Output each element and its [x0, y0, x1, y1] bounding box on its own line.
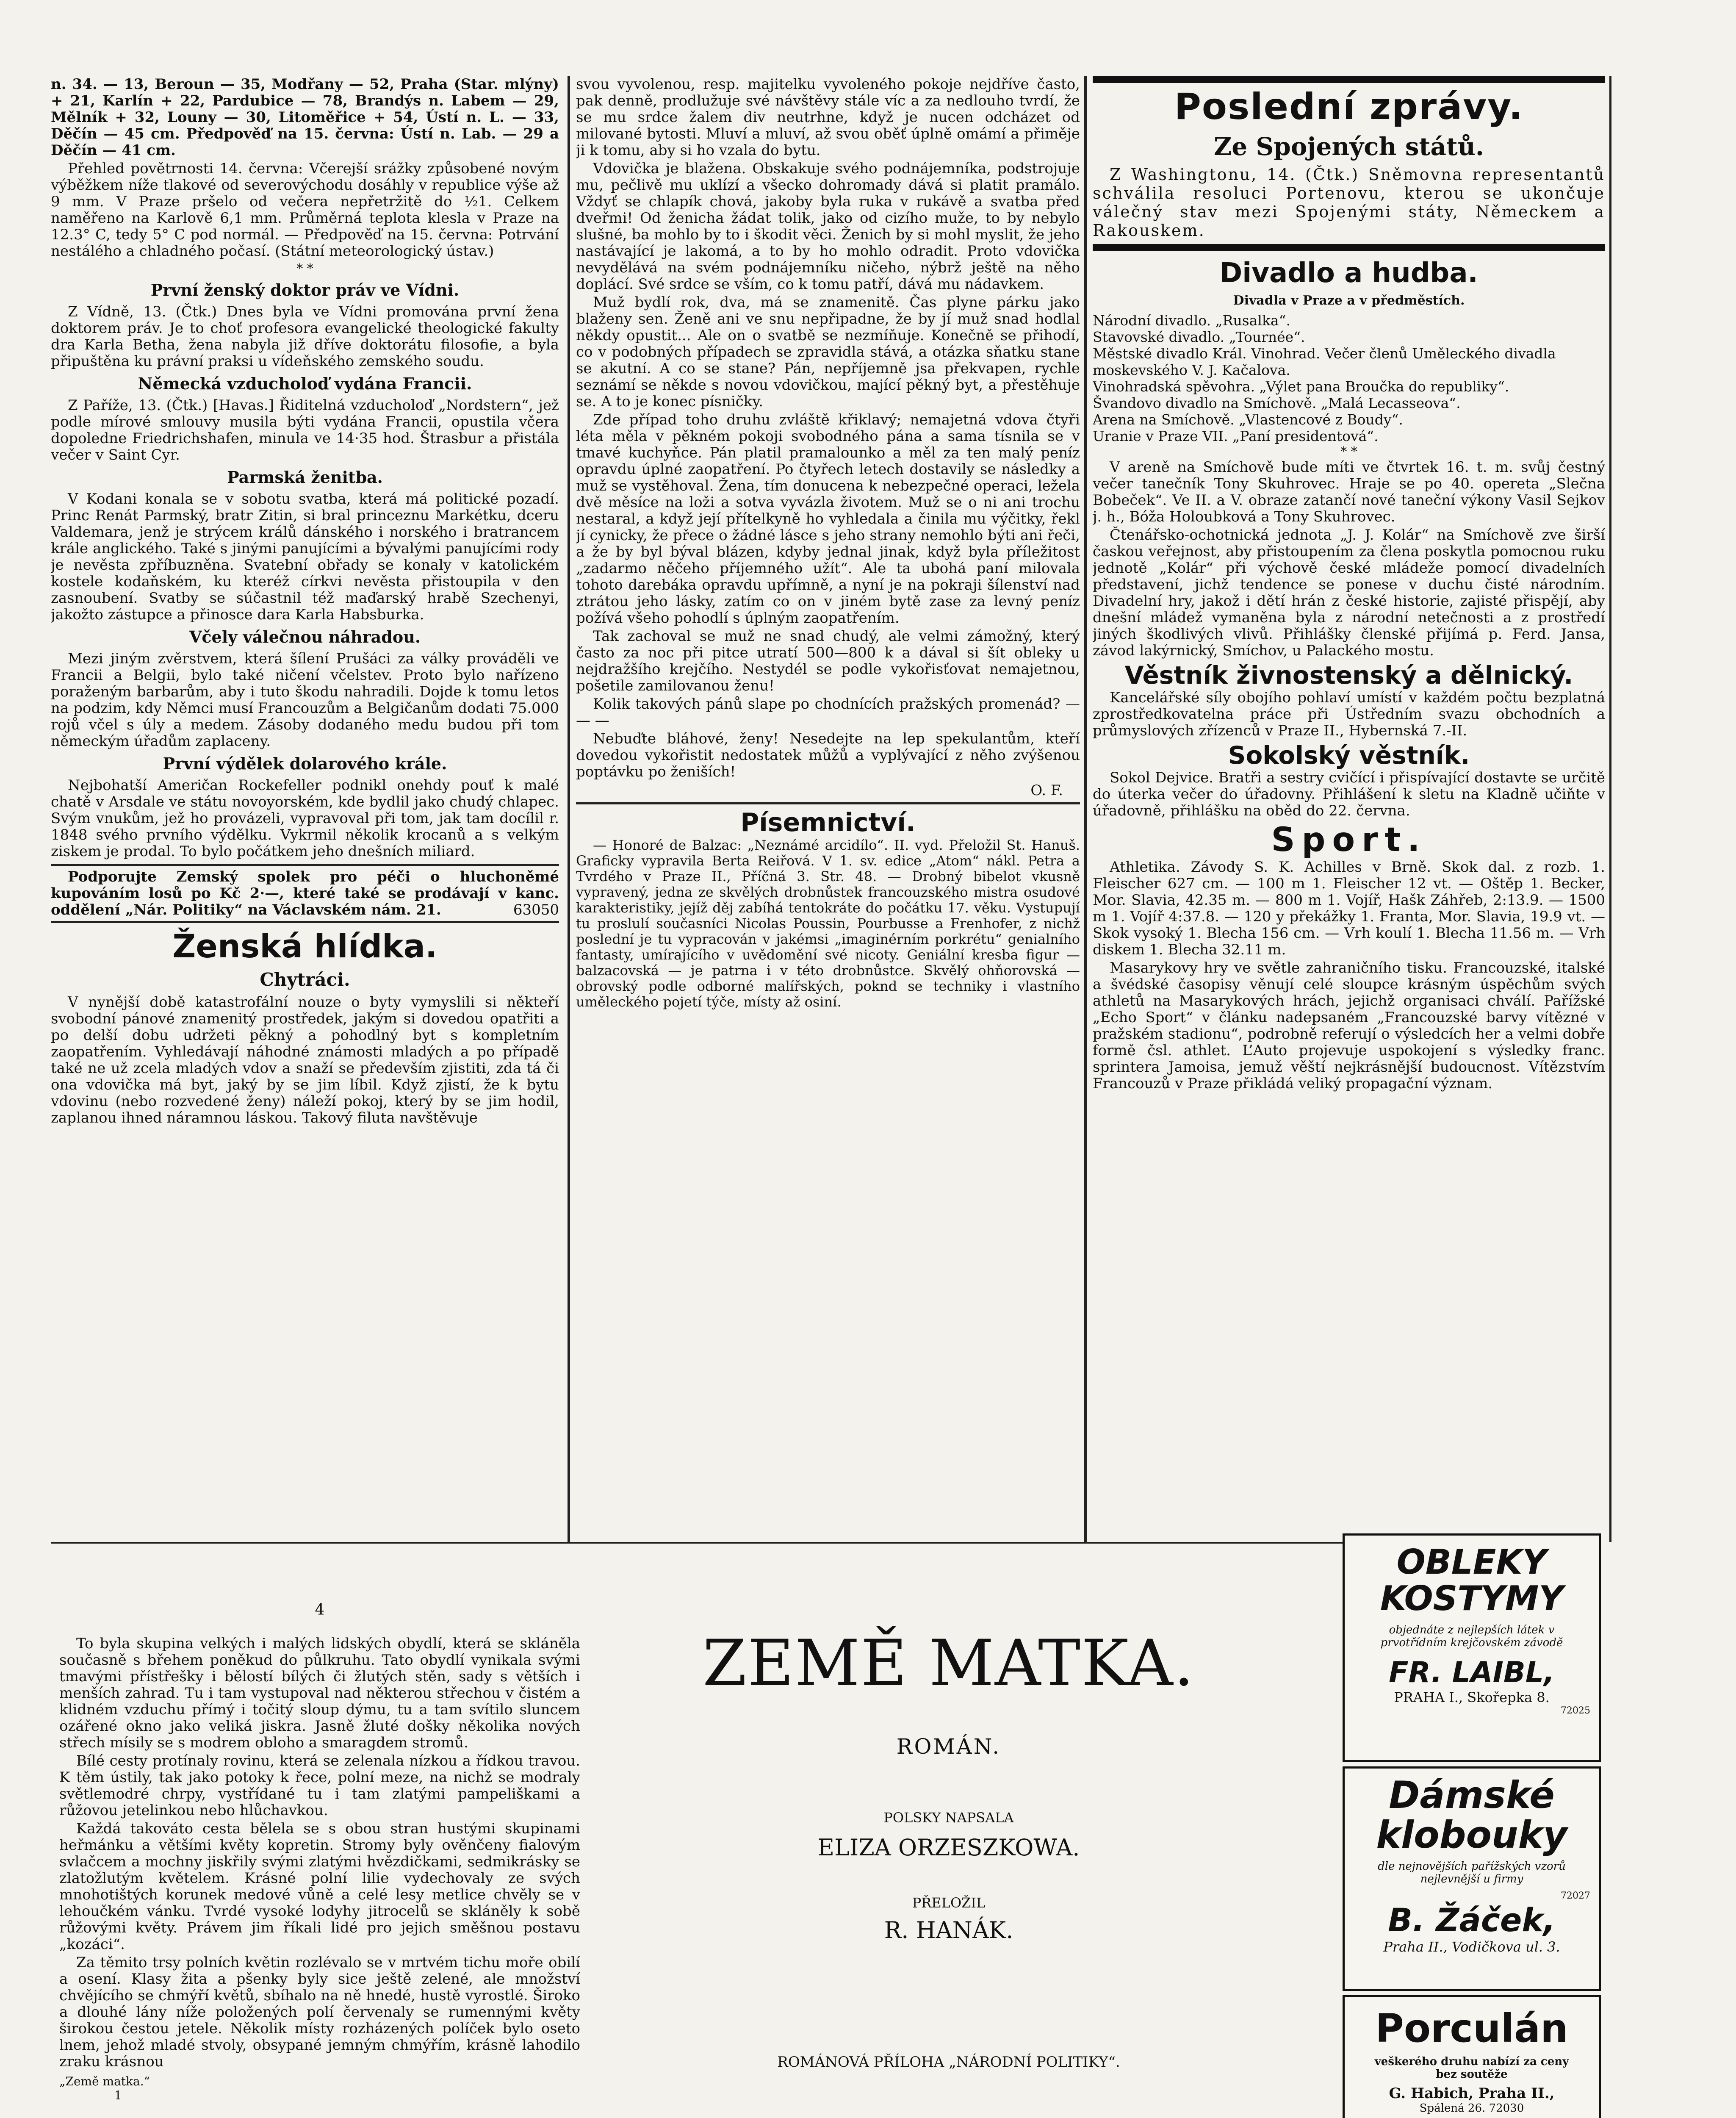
page-right-rule [1609, 76, 1611, 1542]
article-women-doctor-text: Z Vídně, 13. (Čtk.) Dnes byla ve Vídni promována první žena doktorem práv. Je to choť profesora evangelické theologické fakulty dra Karla Betha, žena nabyla již dříve doktorátu filosofie, a byla připuštěna ku právní praksi u vídeňského zemského soudu. [51, 303, 559, 370]
novel-translator: R. HANÁK. [884, 1917, 1013, 1943]
article-parma-text: V Kodani konala se v sobotu svatba, která má politické pozadí. Princ Renát Parmský, bratr Zitin, si bral princeznu Markétku, dceru Valdemara, jenž je strýcem králů dánského i norského i bratrancem krále anglického. Také s jinými panujícími a bývalými panujícími rody je nevěsta zpříbuzněna. Svatební obřady se konaly v katolickém kostele kodaňském, ku kteréž církvi nevěsta přistoupila v den zasnoubení. Svatby se súčastnil též maďarský hrabě Szechenyi, jakožto zástupce a přinosce dara Karla Habsburka. [51, 491, 559, 623]
novel-text-3: Každá takováto cesta bělela se s obou stran hustými skupinami heřmánku a většími květy kopretin. Stromy byly ověnčeny fialovým svlačcem a mochny jiskřily svými zlatými hvězdičkami, sedmikrásky se zlatožlutým květelem. Krásné polní lilie vydechovaly ze svých mnohotištých korunek medové vůně a celé lesy metlice chvěly se v lehoučkém vánku. Tvrdé vysoké lodyhy jitrocelů se skláněly k sobě růžovými květy. Právem jim říkali lidé pro jejich směšnou postavu „kozáci“. [59, 1820, 580, 1953]
article-bees-text: Mezi jiným zvěrstvem, která šílení Prušáci za války prováděli ve Francii a Belgii, bylo také ničení včelstev. Proto bylo nařízeno poraženým barbarům, aby i tuto škodu nahradili. Dojde k tomu letos na podzim, kdy Němci musí Francouzům a Belgičanům dodati 75.000 rojů včel s úly a medem. Zásoby dodaného medu budou při tom německým úřadům zaplaceny. [51, 650, 559, 750]
pisemnictvi-text: — Honoré de Balzac: „Neznámé arcidílo“. II. vyd. Přeložil St. Hanuš. Graficky vypravila Berta Reiřová. V 1. sv. edice „Atom“ nákl. Petra a Tvrdého v Praze II., Příčná 3. Str. 48. — Drobný bibelot vkusně vypravený, jedna ze skvělých drobnůstek francouzského mistra osudové karakteristiky, jejíž děj zabíhá tentokráte do počátku 17. věku. Vystupují tu proslulí současníci Nicolas Poussin, Pourbusse a Frenhofer, z nichž poslední je tu vypracován v jakémsi „imaginérním porkrétu“ genialního fantasty, umírajícího v uvědomění své nicoty. Geniální kresba figur — balzacovská — je patrna i v této drobnůstce. Skvělý ohňorovská — obrovský podle odborné malířských, poknd se techniky i vlastního uměleckého pojetí týče, místy až osiní. [576, 837, 1080, 1010]
vestnik-text: Kancelářské síly obojího pohlaví umístí v každém počtu bezplatná zprostředkovatelna práce při Ústředním svazu obchodních a průmyslových zřízenců v Praze II., Hybernská 7.-II. [1093, 689, 1605, 739]
zenska-continued-3: Muž bydlí rok, dva, má se znamenitě. Čas plyne párku jako blaženy sen. Ženě ani ve snu nepřipadne, že by jí muž snad hodlal někdy opustit... Ale on o svatbě se nezmíňuje. Konečně se přihodí, co v podobných případech se zpravidla stává, a otázka sňatku stane se akutní. A co se stane? Pán, nepříjemně jsa překvapen, rychle seznámí se někde s novou vdovičkou, mající pěkný byt, a přestěhuje se. A to je konec písničky. [576, 294, 1080, 410]
ad-obleky-name: FR. LAIBL, [1389, 1656, 1555, 1689]
support-notice: Podporujte Zemský spolek pro péči o hluchoněmé kupováním losů po Kč 2·—, které také se prodávají v kanc. oddělení „Nár. Politiky“ na Václavském nám. 21. 63050 [51, 868, 559, 918]
ad-klobouky-line1: Dámské [1389, 1773, 1555, 1817]
article-bees-head: Včely válečnou náhradou. [189, 627, 421, 646]
separator-stars: * * [296, 261, 313, 276]
zenska-continued-1: svou vyvolenou, resp. majitelku vyvoleného pokoje nejdříve často, pak denně, prodlužuje své návštěvy stále víc a za nedlouho tvrdí, že se mu srdce žalem div neutrhne, když je nucen odcházet od milované bytosti. Mluví a mluví, až svou oběť úplně omámí a přiměje ji k tomu, aby si ho vzala do bytu. [576, 76, 1080, 159]
middle-column [576, 76, 1080, 1533]
zenska-hlidka-subtitle: Chytráci. [260, 969, 350, 990]
novel-text-4: Za těmito trsy polních květin rozlévalo se v mrtvém tichu moře obilí a osení. Klasy žita a pšenky byly sice ještě zelené, ale množství chvějícího se chmýří květů, sbíhalo na ně hnedé, hustě vyrostlé. Široko a dlouhé lány níže položených polí červenaly se rumennými květy širokou čestou jetele. Několik místy rozházených políček bylo oseto lnem, jehož mladé stvoly, obsypané jemným chmýřím, krásně lahodilo zraku krásnou [59, 1954, 580, 2070]
sport-text-1: Athletika. Závody S. K. Achilles v Brně. Skok dal. z rozb. 1. Fleischer 627 cm. — 100 m 1. Fleischer 12 vt. — Oštěp 1. Becker, Mor. Slavia, 42.35 m. — 800 m 1. Vojíř, Hašk Záhřeb, 2:13.9. — 1500 m 1. Vojíř 4:37.8. — 120 y překážky 1. Franta, Mor. Slavia, 19.9 vt. — Skok vysoký 1. Blecha 156 cm. — Vrh koulí 1. Blecha 11.56 m. — Vrh diskem 1. Blecha 32.11 m. [1093, 859, 1605, 958]
novel-footer-title: „Země matka.“ [59, 2074, 150, 2088]
ad-porculan-line1: Porculán [1375, 2006, 1568, 2051]
theater-list [1093, 312, 1605, 444]
novel-footer-number: 1 [114, 2088, 122, 2102]
article-rockefeller-head: První výdělek dolarového krále. [163, 754, 447, 773]
translator-prefix: PŘELOŽIL [912, 1895, 986, 1911]
weather-overview: Přehled povětrnosti 14. června: Včerejší srážky způsobené novým výběžkem níže tlakové od severovýchodu dosáhly v republice výše až 9 mm. V Praze pršelo od večera nepřetržitě do ½1. Celkem naměřeno na Karlově 6,1 mm. Průměrná teplota klesla v Praze na 12.3° C, tedy 5° C pod normál. — Předpověď na 15. června: Potrvání nestálého a chladného počasí. (Státní meteorologický ústav.) [51, 160, 559, 260]
ad-obleky-line1: OBLEKY [1396, 1542, 1547, 1582]
article-women-doctor-head: První ženský doktor práv ve Vídni. [150, 280, 460, 299]
vestnik-title: Věstník živnostenský a dělnický. [1124, 661, 1573, 690]
theater-line: Arena na Smíchově. „Vlastencové z Boudy“. [1093, 411, 1403, 428]
sokol-title: Sokolský věstník. [1228, 741, 1470, 770]
ad-klobouky-line2: klobouky [1376, 1813, 1567, 1857]
right-column [1093, 76, 1605, 1533]
zenska-continued-7: Nebuďte bláhové, ženy! Nesedejte na lep spekulantům, kteří dovedou vykořistit nedostatek můžů a vyplývající z něho zvýšenou poptávku po ženiších! [576, 730, 1080, 780]
novel-footer [59, 2074, 580, 2102]
ad-obleky-addr: PRAHA I., Skořepka 8. [1394, 1689, 1550, 1705]
supplement-label: ROMÁNOVÁ PŘÍLOHA „NÁRODNÍ POLITIKY“. [777, 2054, 1120, 2071]
theater-line: Městské divadlo Král. Vinohrad. Večer členů Uměleckého divadla moskevského V. J. Kačalova. [1093, 345, 1556, 378]
ad-obleky-code: 72025 [1561, 1705, 1590, 1716]
zenska-continued-2: Vdovička je blažena. Obskakuje svého podnájemníka, podstrojuje mu, pečlivě mu uklízí a všecko dohromady dává si platit pramálo. Vždyť se chlapík chová, jakoby byla ruka v rukávě a svatba před dveřmi! Od ženicha žádat tolik, jako od cizího muže, to by nebylo slušné, ba mohlo by to i škodit věci. Ženich by si mohl myslit, že jeho nastávající je lakomá, a to by ho mohlo odradit. Proto vdovička nevydělává na svém podnájemníku ničeho, nýbrž ještě na něho doplácí. Své srdce se vším, co k tomu patří, dává mu nádavkem. [576, 160, 1080, 293]
ad-klobouky-code: 72027 [1561, 1891, 1590, 1901]
column-rule-1 [568, 76, 570, 1542]
divadlo-title: Divadlo a hudba. [1220, 258, 1478, 289]
zenska-continued-5: Tak zachoval se muž ne snad chudý, ale velmi zámožný, který často za noc při pitce utratí 500—800 k a dával si šít obleky u nejdražšího krejčího. Nestydél se podle vykořisťovat nemajetnou, pošetile zamilovanou ženu! [576, 628, 1080, 694]
zenska-continued-4: Zde případ toho druhu zvláště křiklavý; nemajetná vdova čtyři léta měla v pěkném pokoji svobodného pána a sama tísnila se v tmavé kuchyňce. Pán platil pramalounko a měl za ten malý peníz opravdu úplné zaopatření. Po čtyřech letech dostavily se následky a muž se vystěhoval. Žena, tím donucena k nebezpečné operaci, ležela dvě měsíce na loži a sotva vyvázla životem. Muž se o ni ani trochu nestaral, a když její přítelkyně ho vyhledala a činila mu výčitky, řekl jí cynicky, že přece o žádné lásce s jeho strany nemohlo býti ani řeči, a že by byl býval blázen, kdyby jednal jinak, když byla příležitost „zadarmo něčeho příjemného užít“. Ale ta ubohá paní milovala tohoto darebáka opravdu upřímně, a nyní je na pokraji šílenství nad ztrátou jeho lásky, zatím co on v jiném bytě zase za levný peníz požívá všeho pohodlí s úplným zaopatřením. [576, 411, 1080, 627]
divadlo-subtitle: Divadla v Praze a v předměstích. [1233, 293, 1465, 308]
novel-page-number: 4 [315, 1601, 325, 1619]
novel-text-2: Bílé cesty protínaly rovinu, která se zelenala nízkou a řídkou travou. K těm ústily, tak jako potoky k řece, polní meze, na nichž se modraly světlemodré chrpy, vystřídané tu i tam zlatými pampeliškami a růžovou jetelinkou nebo hlůchavkou. [59, 1752, 580, 1819]
pisemnictvi-title: Písemnictví. [740, 808, 916, 837]
zenska-hlidka-title: Ženská hlídka. [172, 927, 437, 965]
zenska-signature: O. F. [1030, 782, 1063, 799]
ad-porculan-code: 72030 [1489, 2102, 1524, 2115]
ad-porculan-addr: Spálená 26. 72030 [1419, 2102, 1524, 2115]
section-divider [51, 1542, 1347, 1544]
theater-line: Uranie v Praze VII. „Paní presidentová“. [1093, 428, 1379, 444]
ad-klobouky-addr: Praha II., Vodičkova ul. 3. [1383, 1939, 1560, 1955]
kolar-text: Čtenářsko-ochotnická jednota „J. J. Kolár“ na Smíchově zve širší časkou veřejnost, aby přistoupením za člena poskytla pomocnou ruku jednotě „Kolár“ při výchově české mládeže pomocí divadelních představení, jichž tendence se ponese v duchu čisté národním. Divadelní hry, jakož i dětí hrán z české historie, zajisté přispějí, aby dnešní mládež vymaněna byla z národní netečnosti a z prostředí jiných škodlivých vlivů. Přihlášky členské přijímá p. Ferd. Jansa, závod lakýrnický, Smíchov, u Palackého mostu. [1093, 527, 1605, 659]
zenska-hlidka-text: V nynější době katastrofální nouze o byty vymyslili si někteří svobodní pánové znamenitý prostředek, jakým si dovedou opatřiti a po delší dobu udržeti pěkný a pohodlný byt s kompletním zaopatřením. Vyhledávají náhodné známosti mladých a po případě také ne už zcela mladých vdov a snaží se především zjistiti, zda tá či ona vdovička má byt, jaký by se jim líbil. Když zjistí, že k bytu vdovinu (nebo rozvedené ženy) náleží pokoj, který by se jim hodil, zaplanou ihned náramnou láskou. Takový filuta navštěvuje [51, 994, 559, 1126]
support-code: 63050 [513, 901, 559, 918]
article-parma-head: Parmská ženitba. [227, 468, 383, 487]
weather-levels: n. 34. — 13, Beroun — 35, Modřany — 52, Praha (Star. mlýny) + 21, Karlín + 22, Pardubice — 78, Brandýs n. Labem — 29, Mělník + 32, Louny — 30, Litoměřice + 54, Ústí n. L. — 33, Děčín — 45 cm. Předpověď na 15. června: Ústí n. Lab. — 29 a Děčín — 41 cm. [51, 76, 559, 159]
theater-line: Švandovo divadlo na Smíchově. „Malá Lecasseova“. [1093, 395, 1461, 411]
sokol-text: Sokol Dejvice. Bratři a sestry cvičící i přispívající dostavte se určitě do úterka večer do úřadovny. Přihlášení k sletu na Kladně učiňte v úřadovně, přihlášku na oběd do 22. června. [1093, 769, 1605, 819]
separator-stars: * * [1340, 444, 1357, 459]
left-column [51, 76, 559, 1533]
author-prefix: POLSKY NAPSALA [883, 1810, 1014, 1826]
article-airship-head: Německá vzducholoď vydána Francii. [138, 374, 472, 393]
zenska-continued-6: Kolik takových pánů slape po chodnících pražských promenád? — — — [576, 696, 1080, 729]
title-page [652, 1601, 1245, 2118]
arena-text: V areně na Smíchově bude míti ve čtvrtek 16. t. m. svůj čestný večer tanečník Tony Skuhrovec. Hraje se po 40. opereta „Slečna Bobeček“. Ve II. a V. obraze zatančí nové taneční výkony Vasil Sejkov j. h., Bóža Holoubková a Tony Skuhrovec. [1093, 459, 1605, 525]
novel-text-1: To byla skupina velkých i malých lidských obydlí, která se skláněla současně s břehem poněkud do půlkruhu. Tato obydlí vynikala svými tmavými přístřešky i bělostí bílých či žlutých stěn, sady s větších i menších zahrad. Tu i tam vystupoval nad některou střechou v čistém a klidném vzduchu přímý i točitý sloup dýmu, tu a tam svítilo sluncem ozářené okno jako veliká jiskra. Jasně žluté došky několika nových střech mísily se s modrem obloho a smaragdem stromů. [59, 1635, 580, 1751]
article-airship-text: Z Paříže, 13. (Čtk.) [Havas.] Řiditelná vzducholoď „Nordstern“, jež podle mírové smlouvy musila býti vydána Francii, opustila včera dopoledne Friedrichshafen, minula ve 14·35 hod. Štrasbur a přistála večer v Saint Cyr. [51, 397, 559, 463]
ad-obleky-line2: KOSTYMY [1380, 1579, 1564, 1618]
column-rule-2 [1084, 76, 1087, 1542]
ad-klobouky [1343, 1766, 1601, 1991]
usa-text: Z Washingtonu, 14. (Čtk.) Sněmovna representantů schválila resoluci Portenovu, kterou se ukončuje válečný stav mezi Spojenými státy, Německem a Rakouskem. [1093, 165, 1605, 240]
theater-line: Stavovské divadlo. „Tournée“. [1093, 329, 1305, 345]
ad-porculan-name: G. Habich, Praha II., [1389, 2085, 1555, 2102]
sport-text-2: Masarykovy hry ve světle zahraničního tisku. Francouzské, italské a švédské časopisy věnují celé sloupce krásným úspěchům svých athletů na Masarykových hrách, jejichž organisaci chválí. Pařížské „Echo Sport“ v článku nadepsaném „Francouzské barvy vítězné v pražském stadionu“, podrobně referují o výsledcích her a velmi dobře formě čsl. athlet. L’Auto projevuje uspokojení s výsledky franc. sprintera Jamoisa, jemuž věští nejkrásnější budoucnost. Vítězstvím Francouzů v Praze přikládá veliký propagační význam. [1093, 959, 1605, 1092]
theater-line: Národní divadlo. „Rusalka“. [1093, 312, 1290, 329]
posledni-zpravy-title: Poslední zprávy. [1174, 86, 1524, 128]
novel-column [59, 1601, 580, 2118]
ad-porculan [1343, 1995, 1601, 2118]
article-rockefeller-text: Nejbohatší Američan Rockefeller podnikl onehdy pouť k malé chatě v Arsdale ve státu novoyorském, kde bydlil jako chudý chlapec. Svým vnukům, jež ho provázeli, vypravoval při tom, jak tam docílil r. 1848 svého prvního výdělku. Vykrmil několik krocanů a s velkým ziskem je prodal. To bylo počátkem jeho dnešních miliard. [51, 777, 559, 860]
ad-obleky [1343, 1533, 1601, 1762]
novel-author: ELIZA ORZESZKOWA. [817, 1834, 1080, 1861]
ad-porculan-desc: veškerého druhu nabízí za ceny bez soutěže [1374, 2055, 1569, 2081]
ad-obleky-desc: objednáte z nejlepších látek v prvotřídním krejčovském závodě [1380, 1624, 1563, 1649]
sport-title: Sport. [1271, 821, 1427, 859]
ad-klobouky-desc: dle nejnovějších pařížských vzorů nejlevnější u firmy [1378, 1860, 1566, 1885]
novel-title: ZEMĚ MATKA. [702, 1627, 1195, 1700]
usa-head: Ze Spojených států. [1213, 132, 1484, 161]
novel-genre: ROMÁN. [896, 1734, 1001, 1759]
theater-line: Vinohradská spěvohra. „Výlet pana Broučka do republiky“. [1093, 378, 1509, 395]
ad-klobouky-name: B. Žáček, [1388, 1901, 1556, 1939]
